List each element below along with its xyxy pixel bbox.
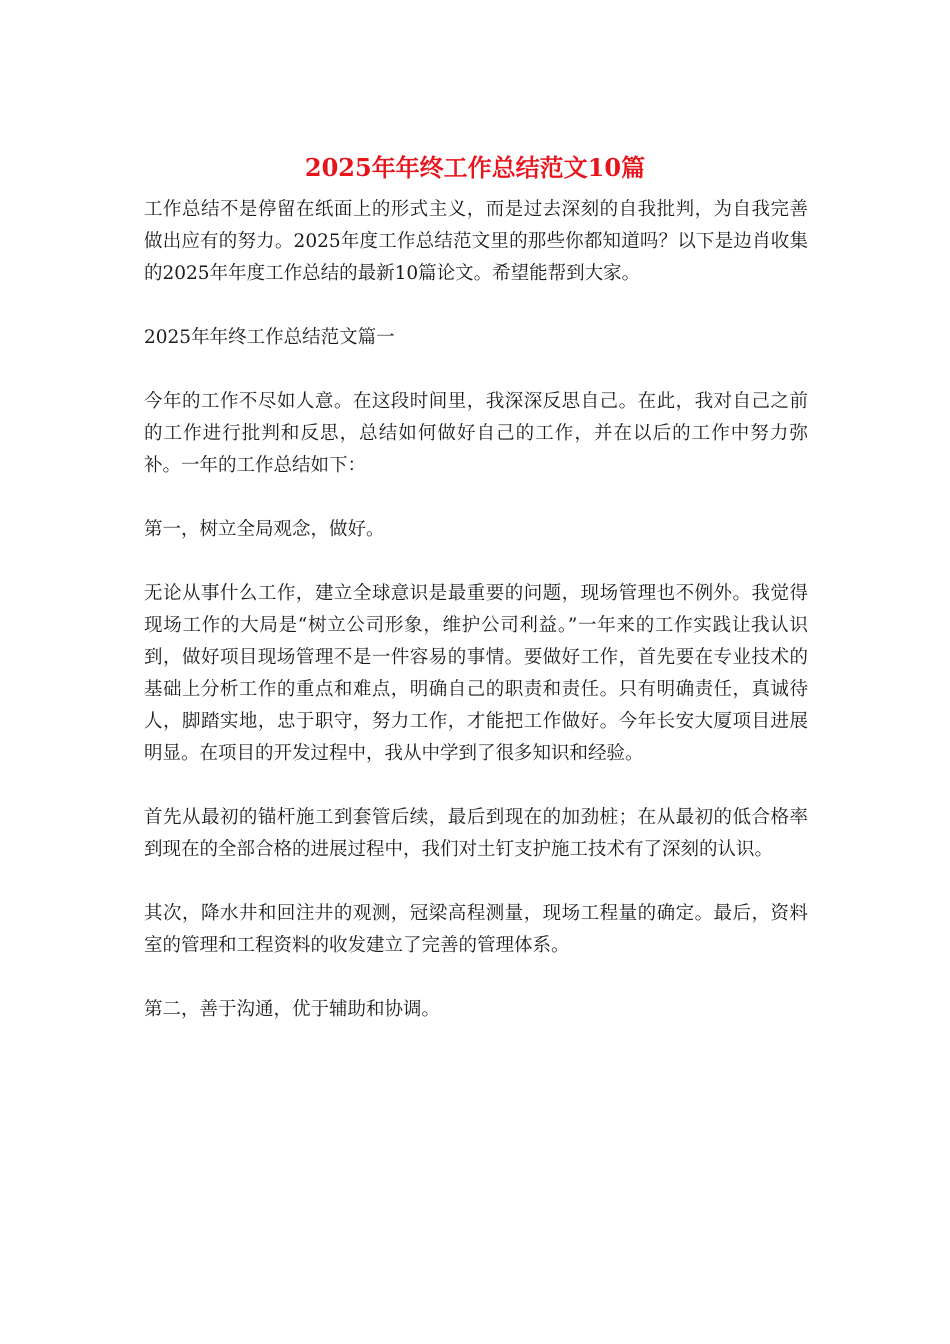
paragraph: 无论从事什么工作，建立全球意识是最重要的问题，现场管理也不例外。我觉得现场工作的大局是“树立公司形象，维护公司利益。”一年来的工作实践让我认识到，做好项目现场管理不是一件容易的事情。要做好工作，首先要在专业技术的基础上分析工作的重点和难点，明确自己的职责和责任。只有明确责任，真诚待人，脚踏实地，忠于职守，努力工作，才能把工作做好。今年长安大厦项目进展明显。在项目的开发过程中，我从中学到了很多知识和经验。: [144, 583, 808, 764]
section-heading: 2025年年终工作总结范文篇一: [144, 327, 395, 348]
paragraph: 第一，树立全局观念，做好。: [144, 519, 385, 540]
paragraph: 第二，善于沟通，优于辅助和协调。: [144, 999, 441, 1020]
paragraph-intro: 工作总结不是停留在纸面上的形式主义，而是过去深刻的自我批判，为自我完善做出应有的努力。2025年度工作总结范文里的那些你都知道吗？以下是边肖收集的2025年年度工作总结的最新10篇论文。希望能帮到大家。: [144, 199, 808, 284]
paragraph: 首先从最初的锚杆施工到套管后续，最后到现在的加劲桩；在从最初的低合格率到现在的全部合格的进展过程中，我们对土钉支护施工技术有了深刻的认识。: [144, 807, 808, 860]
document-body: [144, 194, 808, 1058]
document-title: 2025年年终工作总结范文10篇: [304, 153, 646, 182]
paragraph: 今年的工作不尽如人意。在这段时间里，我深深反思自己。在此，我对自己之前的工作进行批判和反思，总结如何做好自己的工作，并在以后的工作中努力弥补。一年的工作总结如下：: [144, 391, 808, 476]
paragraph: 其次，降水井和回注井的观测，冠梁高程测量，现场工程量的确定。最后，资料室的管理和工程资料的收发建立了完善的管理体系。: [144, 903, 808, 956]
